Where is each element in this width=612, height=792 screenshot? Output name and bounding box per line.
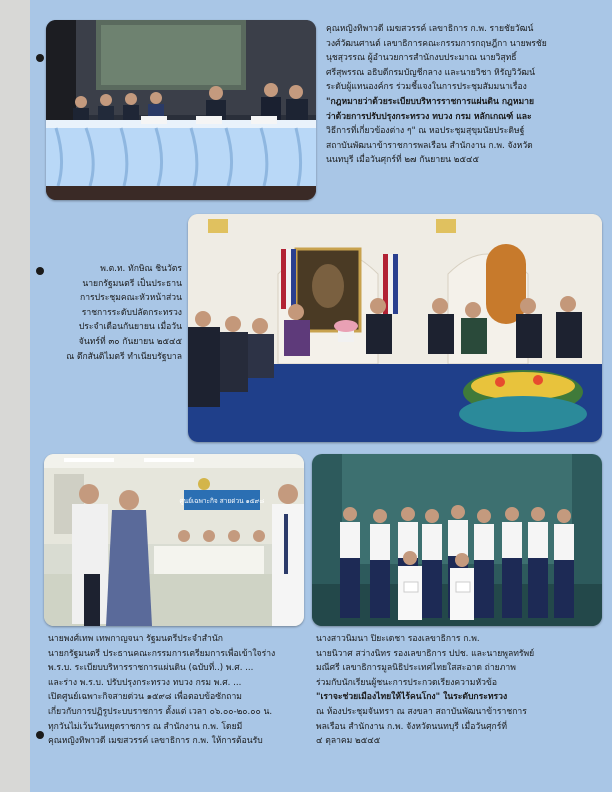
caption-line: การประชุมคณะหัวหน้าส่วน — [80, 293, 182, 304]
caption-line: จันทร์ที่ ๓๐ กันยายน ๒๕๔๕ — [78, 336, 182, 347]
caption-meeting — [34, 262, 182, 364]
hotline-center-photo — [44, 454, 304, 626]
binder-hole-bottom — [36, 731, 44, 739]
caption-line: นายกรัฐมนตรี ประธานคณะกรรมการเตรียมการเพื่อเข้าใจร่าง — [48, 648, 276, 659]
caption-line: พ.ร.บ. ระเบียบบริหารราชการแผ่นดิน (ฉบับที่..) พ.ศ. ... — [48, 663, 254, 674]
caption-line: ณ ห้องประชุมจันทรา ณ สงขลา สถาบันพัฒนาข้าราชการ — [316, 706, 527, 717]
caption-line: ร่วมกับนักเรียนผู้ชนะการประกวดเรียงความหัวข้อ — [316, 677, 497, 688]
caption-line: นางสาวนิมนา ปิยะเดชา รองเลขาธิการ ก.พ. — [316, 634, 480, 644]
caption-line: สถาบันพัฒนาข้าราชการพลเรือน สำนักงาน ก.พ. จังหวัด — [326, 140, 533, 151]
caption-line: พ.ต.ท. ทักษิณ ชินวัตร — [100, 264, 182, 274]
magazine-page — [30, 0, 612, 792]
essay-winners-photo — [312, 454, 602, 626]
caption-line: วงศ์วัฒนศานต์ เลขาธิการคณะกรรมการกฤษฎีกา นายพรชัย — [326, 38, 547, 49]
seminar-panel-photo — [46, 20, 316, 200]
caption-line: ทุกวันไม่เว้นวันหยุดราชการ ณ สำนักงาน ก.พ. โดยมี — [48, 721, 243, 732]
hotline-banner-text: ศูนย์เฉพาะกิจ สายด่วน ๑๕๙๘ — [179, 497, 265, 505]
caption-hotline — [48, 632, 310, 749]
caption-line: วิธีการที่เกี่ยวข้องต่าง ๆ" ณ หอประชุมสุขุมนัยประดิษฐ์ — [326, 126, 525, 137]
caption-line: นายกรัฐมนตรี เป็นประธาน — [82, 278, 182, 289]
caption-line: "เราจะช่วยเมืองไทยให้ไร้คนโกง" ในระดับกระทรวง — [316, 692, 508, 703]
caption-line: มณีศรี เลขาธิการมูลนิธิประเทศไทยใสสะอาด ถ่ายภาพ — [316, 663, 516, 674]
caption-line: คุณหญิงทิพาวดี เมฆสวรรค์ เลขาธิการ ก.พ. ให้การต้อนรับ — [48, 736, 263, 747]
caption-line: ๔ ตุลาคม ๒๕๔๕ — [316, 736, 381, 747]
caption-line: "กฎหมายว่าด้วยระเบียบบริหารราชการแผ่นดิน กฎหมาย — [326, 96, 535, 107]
binder-hole-middle — [36, 267, 44, 275]
caption-essay-winners — [316, 632, 604, 749]
caption-line: ว่าด้วยการปรับปรุงกระทรวง ทบวง กรม หลักเกณฑ์ และ — [326, 111, 532, 122]
caption-line: ระดับผู้แทนองค์กร ร่วมชี้แจงในการประชุมสัมมนาเรื่อง — [326, 82, 527, 93]
caption-seminar — [326, 22, 606, 168]
caption-line: ศรีสุพรรณ อธิบดีกรมบัญชีกลาง และนายวิชา หิรัญวิวัฒน์ — [326, 67, 535, 78]
caption-line: นนทบุรี เมื่อวันศุกร์ที่ ๒๗ กันยายน ๒๕๔๕ — [326, 155, 479, 166]
caption-line: ณ ตึกสันติไมตรี ทำเนียบรัฐบาล — [66, 351, 182, 362]
caption-line: เปิดศูนย์เฉพาะกิจสายด่วน ๑๕๙๘ เพื่อตอบข้อซักถาม — [48, 692, 242, 703]
caption-line: และร่าง พ.ร.บ. ปรับปรุงกระทรวง ทบวง กรม พ.ศ. ... — [48, 677, 242, 688]
binder-hole-top — [36, 54, 44, 62]
caption-line: เกี่ยวกับการปฏิรูประบบราชการ ตั้งแต่ เวลา ๐๖.๐๐-๒๐.๐๐ น. — [48, 706, 273, 717]
government-meeting-photo — [188, 214, 602, 442]
caption-line: นุชสุวรรณ ผู้อำนวยการสำนักงบประมาณ นายวิสุทธิ์ — [326, 53, 517, 64]
caption-line: ราชการระดับปลัดกระทรวง — [81, 307, 182, 318]
caption-line: คุณหญิงทิพาวดี เมฆสวรรค์ เลขาธิการ ก.พ. รายชัยวัฒน์ — [326, 24, 534, 34]
caption-line: นายนิวาศ สว่างนิทร รองเลขาธิการ ปปช. และนายพูลทรัพย์ — [316, 648, 535, 659]
caption-line: นายพงศ์เทพ เทพกาญจนา รัฐมนตรีประจำสำนัก — [48, 634, 223, 644]
caption-line: ประจำเดือนกันยายน เมื่อวัน — [78, 322, 182, 333]
caption-line: พลเรือน สำนักงาน ก.พ. จังหวัดนนทบุรี เมื่อวันศุกร์ที่ — [316, 721, 508, 732]
